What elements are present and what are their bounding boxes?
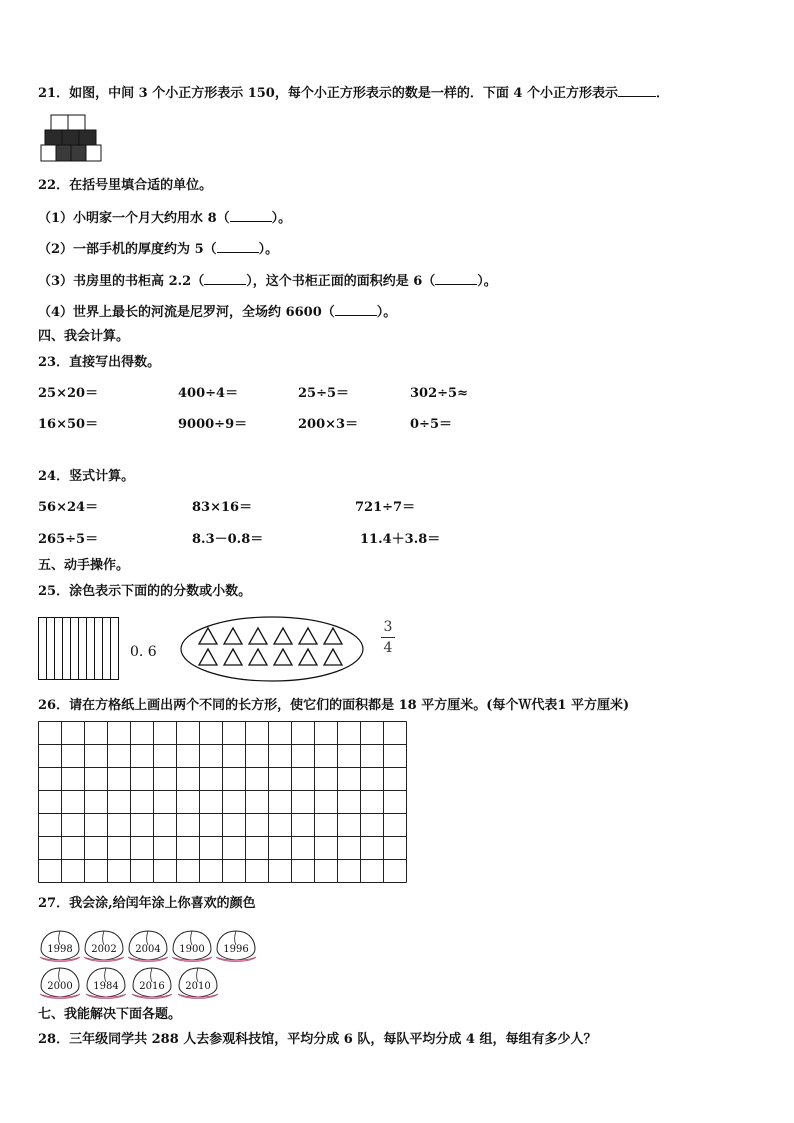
q26-title: 26．请在方格纸上画出两个不同的长方形，使它们的面积都是 18 平方厘米。(每个Ｗ代表1 平方厘米) <box>38 698 630 713</box>
year-label: 2004 <box>135 944 161 955</box>
q23-problem: 25×20＝ <box>38 386 99 401</box>
year-label: 2016 <box>139 981 165 992</box>
q22-blank-2[interactable] <box>217 239 259 253</box>
q25-title: 25．涂色表示下面的的分数或小数。 <box>38 584 252 599</box>
q21-answer-blank[interactable] <box>618 83 656 97</box>
year-label: 1900 <box>179 944 205 955</box>
q24-title: 24．竖式计算。 <box>38 469 135 484</box>
fraction-numerator: 3 <box>383 619 393 635</box>
year-peach[interactable] <box>82 927 126 963</box>
q21-question: 21．如图，中间 3 个小正方形表示 150，每个小正方形表示的数是一样的．下面 4 个小正方形表示 ． <box>38 83 669 103</box>
year-peach[interactable] <box>38 964 82 1000</box>
year-label: 1984 <box>93 981 119 992</box>
year-peach[interactable] <box>130 964 174 1000</box>
q23-problem: 9000÷9＝ <box>178 417 248 432</box>
year-peach[interactable] <box>170 927 214 963</box>
q22-item-1: （1）小明家一个月大约用水 8（ ）。 <box>38 208 291 228</box>
year-label: 1996 <box>223 944 249 955</box>
year-peach[interactable] <box>126 927 170 963</box>
year-label: 1998 <box>47 944 73 955</box>
q22-blank-1[interactable] <box>230 208 272 222</box>
year-label: 2010 <box>185 981 211 992</box>
q25-triangle-oval[interactable] <box>180 616 364 682</box>
q25-decimal-label: 0. 6 <box>130 644 157 660</box>
q22-blank-3a[interactable] <box>204 271 246 285</box>
year-peach[interactable] <box>176 964 220 1000</box>
q22-item-4: （4）世界上最长的河流是尼罗河，全场约 6600（ ）。 <box>38 302 396 322</box>
q28-question: 28．三年级同学共 288 人去参观科技馆，平均分成 6 队，每队平均分成 4 组，每组有多少人？ <box>38 1032 597 1047</box>
year-peach[interactable] <box>84 964 128 1000</box>
q26-square-grid[interactable] <box>38 721 410 885</box>
q22-blank-3b[interactable] <box>435 271 477 285</box>
q27-title: 27．我会涂,给闰年涂上你喜欢的颜色 <box>38 896 256 911</box>
q21-square-figure <box>40 113 102 163</box>
q21-text: 21．如图，中间 3 个小正方形表示 150，每个小正方形表示的数是一样的．下面 4 个小正方形表示 <box>38 86 618 101</box>
q22-blank-4[interactable] <box>335 302 377 316</box>
q23-problem: 200×3＝ <box>298 417 359 432</box>
year-peach[interactable] <box>214 927 258 963</box>
section-7-heading: 七、我能解决下面各题。 <box>38 1007 182 1022</box>
q25-striped-bar[interactable] <box>38 617 120 681</box>
q25-fraction <box>379 618 397 657</box>
fraction-denominator: 4 <box>383 640 393 656</box>
year-label: 2002 <box>91 944 117 955</box>
q22-item-2: （2）一部手机的厚度约为 5（ ）。 <box>38 239 278 259</box>
q23-problem: 302÷5≈ <box>410 386 468 401</box>
q24-problem: 83×16＝ <box>192 500 253 515</box>
q23-problem: 400÷4＝ <box>178 386 239 401</box>
year-label: 2000 <box>47 981 73 992</box>
q23-title: 23．直接写出得数。 <box>38 355 161 370</box>
q24-problem: 721÷7＝ <box>355 500 416 515</box>
section-5-heading: 五、动手操作。 <box>38 558 130 573</box>
q24-problem: 265÷5＝ <box>38 532 99 547</box>
q22-item-3: （3）书房里的书柜高 2.2（ ），这个书柜正面的面积约是 6（ ）。 <box>38 271 497 291</box>
q22-title: 22．在括号里填合适的单位。 <box>38 178 213 193</box>
section-4-heading: 四、我会计算。 <box>38 329 130 344</box>
q23-problem: 0÷5＝ <box>410 417 452 432</box>
fraction-bar <box>381 637 395 638</box>
q24-problem: 11.4＋3.8＝ <box>360 532 441 547</box>
q23-problem: 16×50＝ <box>38 417 99 432</box>
q24-problem: 56×24＝ <box>38 500 99 515</box>
q23-problem: 25÷5＝ <box>298 386 350 401</box>
q24-problem: 8.3－0.8＝ <box>192 532 264 547</box>
year-peach[interactable] <box>38 927 82 963</box>
